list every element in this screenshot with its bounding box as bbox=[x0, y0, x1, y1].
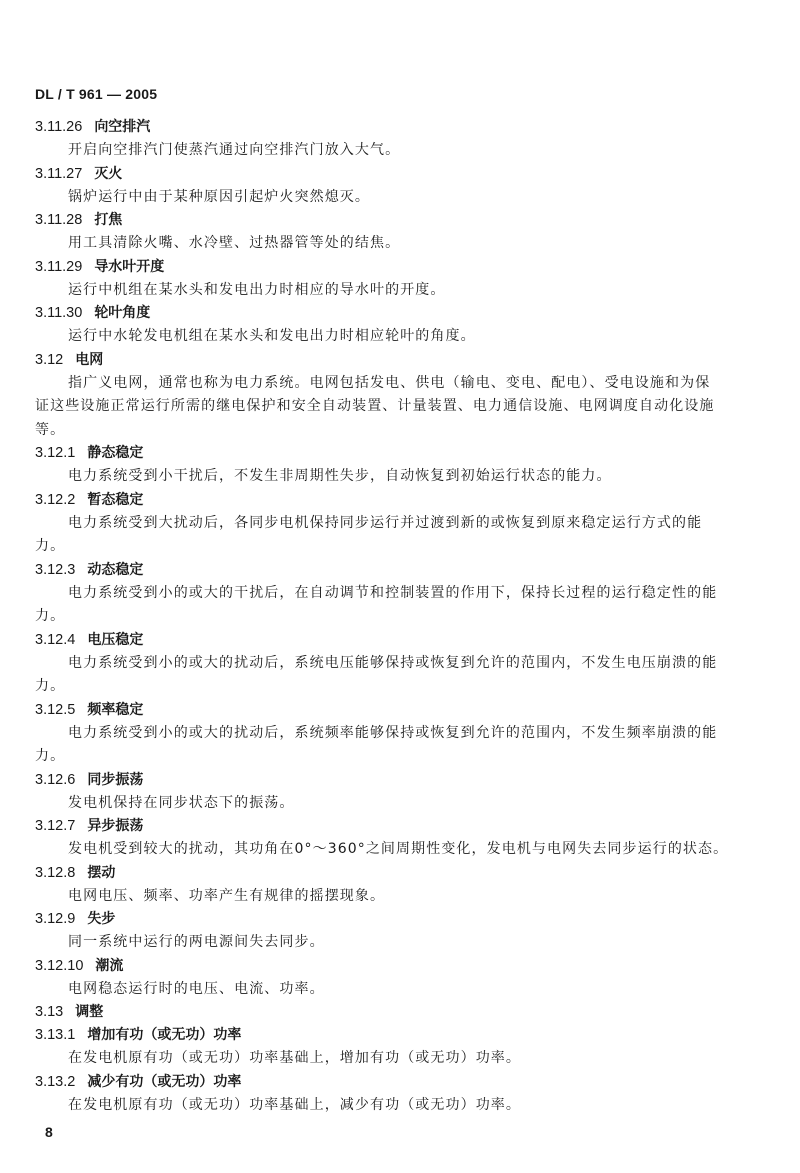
term-title: 摆动 bbox=[87, 864, 116, 881]
term-heading bbox=[35, 769, 755, 792]
definition-line: 力。 bbox=[35, 538, 66, 554]
term-entry bbox=[35, 1024, 755, 1071]
term-number: 3.12.10 bbox=[35, 957, 84, 974]
term-entry bbox=[35, 908, 755, 955]
term-number: 3.12.6 bbox=[35, 771, 76, 788]
definition-line: 电网稳态运行时的电压、电流、功率。 bbox=[68, 980, 325, 997]
term-entry bbox=[35, 699, 755, 769]
definition-line: 在发电机原有功（或无功）功率基础上，减少有功（或无功）功率。 bbox=[68, 1096, 521, 1113]
definition-line: 运行中水轮发电机组在某水头和发电出力时相应轮叶的角度。 bbox=[68, 328, 476, 344]
term-number: 3.12.4 bbox=[35, 631, 76, 648]
term-title: 向空排汽 bbox=[94, 119, 151, 135]
term-title: 电压稳定 bbox=[87, 631, 144, 648]
definition-line: 开启向空排汽门使蒸汽通过向空排汽门放入大气。 bbox=[68, 142, 401, 158]
term-entry bbox=[35, 1001, 755, 1024]
term-title: 异步振荡 bbox=[87, 818, 144, 834]
term-title: 动态稳定 bbox=[87, 561, 144, 578]
definition-line: 证这些设施正常运行所需的继电保护和安全自动装置、计量装置、电力通信设施、电网调度自动化设施 bbox=[35, 398, 715, 414]
term-number: 3.12.8 bbox=[35, 864, 76, 881]
definition-line: 力。 bbox=[35, 678, 66, 694]
term-entry bbox=[35, 862, 755, 909]
definition-line: 电网电压、频率、功率产生有规律的摇摆现象。 bbox=[68, 887, 386, 904]
term-number: 3.12.3 bbox=[35, 561, 76, 578]
term-title: 暂态稳定 bbox=[87, 491, 144, 508]
term-entry bbox=[35, 815, 755, 862]
term-entry bbox=[35, 256, 755, 303]
term-number: 3.11.27 bbox=[35, 165, 83, 182]
term-heading bbox=[35, 862, 755, 885]
term-heading bbox=[35, 1024, 755, 1047]
term-heading bbox=[35, 163, 755, 186]
term-number: 3.12.5 bbox=[35, 701, 76, 718]
term-heading bbox=[35, 116, 755, 139]
term-title: 打焦 bbox=[94, 212, 123, 228]
definition-line: 发电机受到较大的扰动，其功角在0°～360°之间周期性变化，发电机与电网失去同步运行的状态。 bbox=[68, 841, 729, 857]
page-number: 8 bbox=[45, 1124, 53, 1140]
term-title: 减少有功（或无功）功率 bbox=[87, 1073, 242, 1090]
term-number: 3.11.30 bbox=[35, 305, 83, 321]
term-number: 3.12.7 bbox=[35, 818, 76, 834]
term-heading bbox=[35, 302, 755, 325]
term-heading bbox=[35, 699, 755, 722]
definition-line: 电力系统受到小干扰后，不发生非周期性失步，自动恢复到初始运行状态的能力。 bbox=[68, 468, 612, 484]
term-entry bbox=[35, 955, 755, 1002]
definition-line: 运行中机组在某水头和发电出力时相应的导水叶的开度。 bbox=[68, 281, 446, 298]
term-heading bbox=[35, 256, 755, 279]
definition-line: 电力系统受到大扰动后，各同步电机保持同步运行并过渡到新的或恢复到原来稳定运行方式的能 bbox=[68, 514, 703, 531]
term-heading bbox=[35, 489, 755, 512]
term-entry bbox=[35, 163, 755, 210]
definition-line: 力。 bbox=[35, 608, 66, 624]
term-title: 轮叶角度 bbox=[94, 305, 151, 321]
term-number: 3.13 bbox=[35, 1004, 64, 1020]
term-number: 3.11.28 bbox=[35, 212, 83, 228]
term-title: 灭火 bbox=[94, 165, 123, 182]
term-heading bbox=[35, 349, 755, 372]
term-title: 导水叶开度 bbox=[94, 258, 165, 275]
term-title: 失步 bbox=[87, 911, 116, 927]
definition-line: 同一系统中运行的两电源间失去同步。 bbox=[68, 934, 325, 950]
term-number: 3.13.2 bbox=[35, 1073, 76, 1090]
term-heading bbox=[35, 908, 755, 931]
term-title: 增加有功（或无功）功率 bbox=[87, 1027, 242, 1043]
definition-line: 发电机保持在同步状态下的振荡。 bbox=[68, 794, 295, 811]
term-title: 同步振荡 bbox=[87, 771, 144, 788]
term-title: 潮流 bbox=[95, 957, 124, 974]
term-heading bbox=[35, 815, 755, 838]
term-heading bbox=[35, 629, 755, 652]
term-entry bbox=[35, 349, 755, 443]
term-number: 3.12.9 bbox=[35, 911, 76, 927]
term-number: 3.12 bbox=[35, 351, 64, 368]
term-entry bbox=[35, 489, 755, 559]
term-heading bbox=[35, 442, 755, 465]
definition-line: 电力系统受到小的或大的干扰后，在自动调节和控制装置的作用下，保持长过程的运行稳定性的能 bbox=[68, 584, 718, 601]
term-number: 3.11.29 bbox=[35, 258, 83, 275]
term-heading bbox=[35, 1001, 755, 1024]
term-entry bbox=[35, 442, 755, 489]
document-body bbox=[35, 116, 755, 1117]
definition-line: 电力系统受到小的或大的扰动后，系统频率能够保持或恢复到允许的范围内，不发生频率崩溃的能 bbox=[68, 724, 718, 741]
term-entry bbox=[35, 302, 755, 349]
term-number: 3.13.1 bbox=[35, 1027, 76, 1043]
term-number: 3.12.2 bbox=[35, 491, 76, 508]
term-number: 3.12.1 bbox=[35, 445, 76, 461]
term-entry bbox=[35, 116, 755, 163]
definition-line: 用工具清除火嘴、水冷壁、过热器管等处的结焦。 bbox=[68, 235, 401, 251]
term-title: 电网 bbox=[75, 351, 104, 368]
term-heading bbox=[35, 209, 755, 232]
term-entry bbox=[35, 629, 755, 699]
term-title: 频率稳定 bbox=[87, 701, 144, 718]
definition-line: 在发电机原有功（或无功）功率基础上，增加有功（或无功）功率。 bbox=[68, 1050, 521, 1066]
term-heading bbox=[35, 1071, 755, 1094]
term-entry bbox=[35, 769, 755, 816]
term-entry bbox=[35, 209, 755, 256]
definition-line: 锅炉运行中由于某种原因引起炉火突然熄灭。 bbox=[68, 188, 370, 205]
definition-line: 电力系统受到小的或大的扰动后，系统电压能够保持或恢复到允许的范围内，不发生电压崩溃的能 bbox=[68, 654, 718, 671]
definition-line: 力。 bbox=[35, 748, 66, 764]
term-entry bbox=[35, 559, 755, 629]
term-entry bbox=[35, 1071, 755, 1118]
document-header: DL / T 961 — 2005 bbox=[35, 86, 158, 102]
term-title: 静态稳定 bbox=[87, 445, 144, 461]
term-heading bbox=[35, 559, 755, 582]
term-number: 3.11.26 bbox=[35, 119, 83, 135]
term-heading bbox=[35, 955, 755, 978]
definition-line: 指广义电网，通常也称为电力系统。电网包括发电、供电（输电、变电、配电）、受电设施和为保 bbox=[68, 374, 711, 391]
term-title: 调整 bbox=[75, 1004, 104, 1020]
definition-line: 等。 bbox=[35, 421, 66, 438]
